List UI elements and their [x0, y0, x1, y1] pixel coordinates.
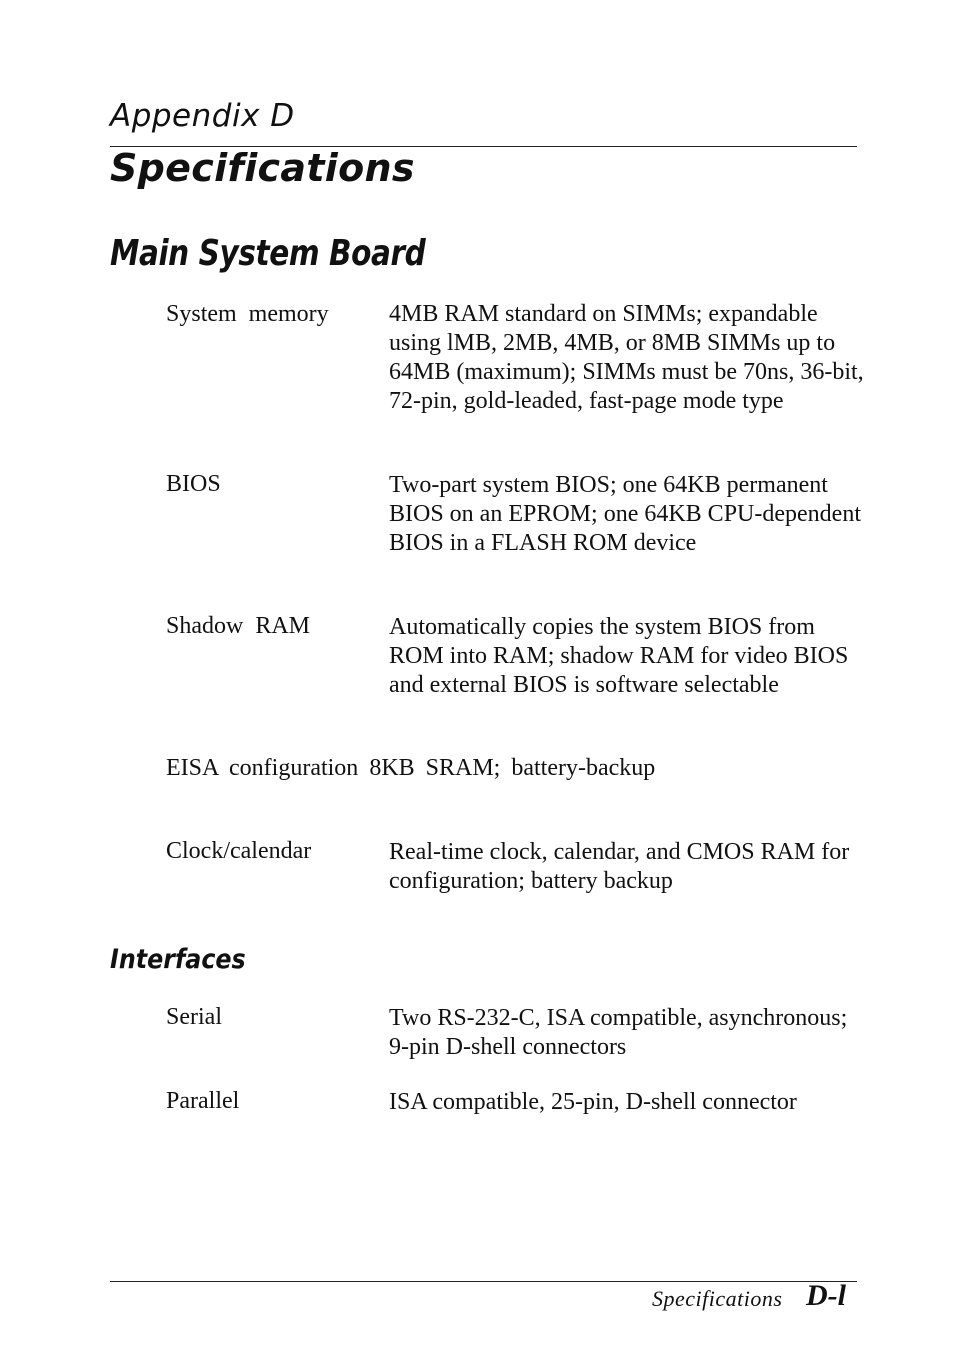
- spec-row-eisa-configuration: [166, 754, 655, 783]
- spec-label-bios: BIOS: [166, 471, 221, 497]
- spec-label-serial: Serial: [166, 1004, 222, 1030]
- spec-label-system-memory: System memory: [166, 301, 329, 327]
- footer-divider: [110, 1281, 857, 1282]
- subsection-title: Interfaces: [110, 944, 246, 975]
- spec-value-parallel: ISA compatible, 25-pin, D-shell connector: [389, 1089, 797, 1115]
- page-title: Specifications: [110, 146, 415, 190]
- spec-label-eisa-configuration: EISA configuration: [166, 755, 359, 781]
- page-number: D-l: [806, 1279, 846, 1312]
- spec-value-serial: Two RS-232-C, ISA compatible, asynchronous; 9-pin D-shell connectors: [389, 1005, 848, 1060]
- spec-label-shadow-ram: Shadow RAM: [166, 613, 311, 639]
- spec-value-eisa-configuration: 8KB SRAM; battery-backup: [369, 755, 656, 781]
- footer-label: Specifications: [652, 1286, 783, 1311]
- spec-value-shadow-ram: Automatically copies the system BIOS from ROM into RAM; shadow RAM for video BIOS and external BIOS is software selectable: [389, 614, 849, 698]
- spec-label-parallel: Parallel: [166, 1088, 240, 1114]
- spec-value-system-memory: 4MB RAM standard on SIMMs; expandable using lMB, 2MB, 4MB, or 8MB SIMMs up to 64MB (maximum); SIMMs must be 70ns, 36-bit, 72-pin, gold-leaded, fast-page mode type: [389, 301, 864, 414]
- spec-label-clock-calendar: Clock/calendar: [166, 838, 312, 864]
- appendix-label: Appendix D: [110, 98, 295, 134]
- spec-value-bios: Two-part system BIOS; one 64KB permanent BIOS on an EPROM; one 64KB CPU-dependent BIOS in a FLASH ROM device: [389, 472, 861, 556]
- section-title: Main System Board: [110, 233, 426, 274]
- spec-value-clock-calendar: Real-time clock, calendar, and CMOS RAM for configuration; battery backup: [389, 839, 850, 894]
